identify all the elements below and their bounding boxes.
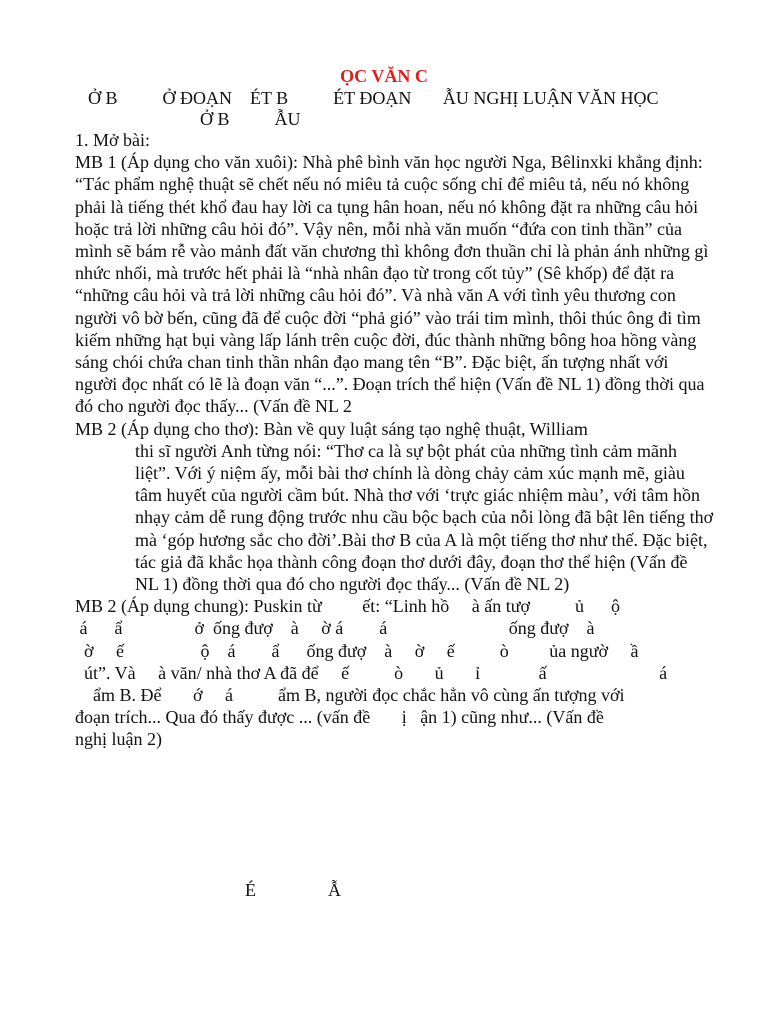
document-subheading: Ở B Ở ĐOẠN ÉT B ÉT ĐOẠN ẪU NGHỊ LUẬN VĂN HỌC <box>88 88 659 108</box>
document-footer: É Ẫ <box>245 880 341 900</box>
document-body <box>75 129 715 751</box>
paragraph-mb1: MB 1 (Áp dụng cho văn xuôi): Nhà phê bình văn học người Nga, Bêlinxki khẳng định: “Tác phẩm nghệ thuật sẽ chết nếu nó miêu tả cuộc sống chỉ để miêu tả, nếu nó không phải là tiếng thét khổ đau hay lời ca tụng hân hoan, nếu nó không đặt ra những câu hỏi hoặc trả lời những câu hỏi đó”. Vậy nên, mỗi nhà văn muốn “đứa con tinh thần” của mình sẽ bám rễ vào mảnh đất văn chương thì không đơn thuần chỉ là phản ánh những gì nhức nhối, mà trước hết phải là “nhà nhân đạo từ trong cốt tủy” (Sê khốp) để đặt ra “những câu hỏi và trả lời những câu hỏi đó”. Và nhà văn A với tình yêu thương con người vô bờ bến, cũng đã để cuộc đời “phả gió” vào trái tim mình, thôi thúc ông đi tìm kiếm những hạt bụi vàng lấp lánh trên cuộc đời, đúc thành những bông hoa hồng vàng sáng chói chứa chan tinh thần nhân đạo mang tên “B”. Đặc biệt, ấn tượng nhất với người đọc nhất có lẽ là đoạn văn “...”. Đoạn trích thể hiện (Vấn đề NL 1) đồng thời qua đó cho người đọc thấy... (Vấn đề NL 2 <box>75 152 709 417</box>
paragraph-mb3-line: út”. Và à văn/ nhà thơ A đã để ế ò ủ ỉ ấ á <box>75 662 668 683</box>
paragraph-mb3-line: ờ ế ộ á ẩ ống đượ à ờ ế ò ủa ngườ ầ <box>75 640 639 661</box>
section-heading: 1. Mở bài: <box>75 130 151 150</box>
paragraph-mb3-line: á ẩ ở ống đượ à ờ á á ống đượ à <box>75 618 595 639</box>
paragraph-mb2: thi sĩ người Anh từng nói: “Thơ ca là sự bột phát của những tình cảm mãnh liệt”. Với ý niệm ấy, mỗi bài thơ chính là dòng chảy cảm xúc mạnh mẽ, giàu tâm huyết của người cầm bút. Nhà thơ với ‘trực giác nhiệm màu’, với tâm hồn nhạy cảm dễ rung động trước nhu cầu bộc bạch của nỗi lòng đã bật lên tiếng thơ mà ‘góp hương sắc cho đời’.Bài thơ B của A là một tiếng thơ như thế. Đặc biệt, tác giả đã khắc họa thành công đoạn thơ dưới đây, đoạn thơ thể hiện (Vấn đề NL 1) đồng thời qua đó cho người đọc thấy... (Vấn đề NL 2) <box>135 440 714 595</box>
document-subheading-2: Ở B ẪU <box>200 109 301 129</box>
paragraph-mb3-line: MB 2 (Áp dụng chung): Puskin từ ết: “Linh hồ à ấn tượ ủ ộ <box>75 596 620 617</box>
paragraph-mb2-first-line: MB 2 (Áp dụng cho thơ): Bàn về quy luật sáng tạo nghệ thuật, William <box>75 418 588 439</box>
paragraph-mb3-line: đoạn trích... Qua đó thấy được ... (vấn đề ị ận 1) cũng như... (Vấn đề <box>75 707 604 728</box>
paragraph-mb3-line: nghị luận 2) <box>75 729 162 750</box>
paragraph-mb3-line: ẩm B. Để ớ á ẩm B, người đọc chắc hẳn vô cùng ấn tượng với <box>75 685 625 706</box>
document-title: ỌC VĂN C <box>340 66 428 86</box>
